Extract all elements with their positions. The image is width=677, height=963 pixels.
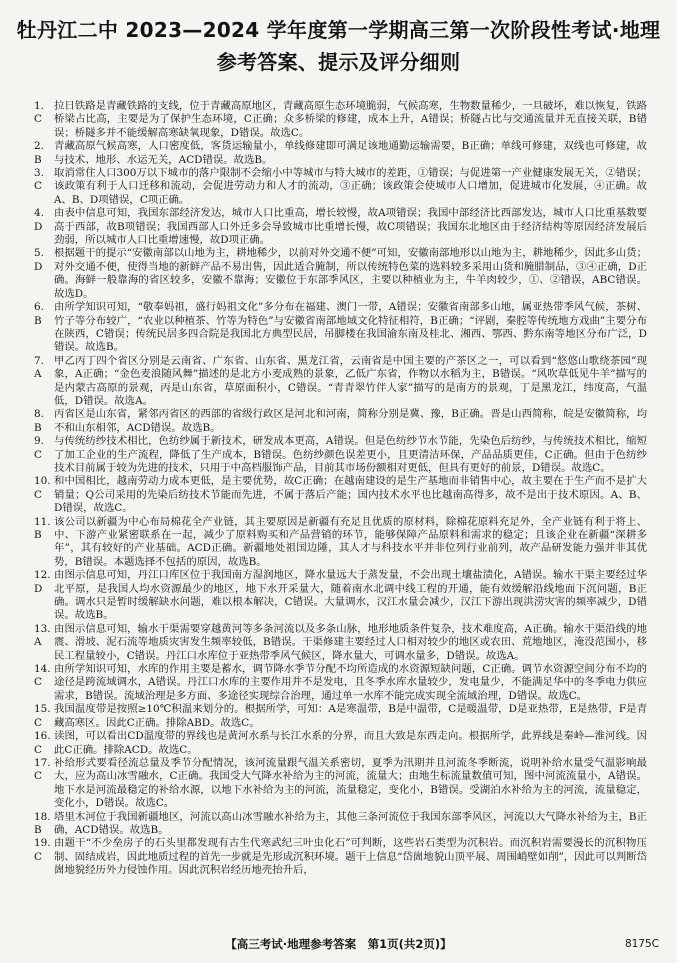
answer-number: 10. C xyxy=(34,475,51,501)
answer-item xyxy=(34,408,647,435)
answer-item xyxy=(34,569,647,623)
answer-explanation: 和中国相比，越南劳动力成本更低，是主要优势，故C正确；在越南建设的是生产基地而非销售中心，故主要在于生产而不是扩大销量；Q公司采用的先染后纺技术节能而先进，不属于落后产能；国内技术水平也比越南高得多，故不是出于技术原因。A、B、D错误，故选C。 xyxy=(54,475,647,515)
paper-code: 8175C xyxy=(624,938,659,950)
answer-explanation: 该公司以新疆为中心布局棉花全产业链，其主要原因是新疆有充足且优质的原材料，除棉花原料充足外，全产业链有利于将上、中、下游产业紧密联系在一起，减少了原料购买和产品营销的环节，能够保障产品原料和需求的稳定；且该企业在新疆“深耕多年”，其有较好的产业基础。ACD正确。新疆地处祖国边陲，其人才与科技水平并非位列行业前列，故产品研发能力强并非其优势，B错误。本题选择不包括的原因，故选B。 xyxy=(54,515,647,568)
answer-item xyxy=(34,757,647,811)
page-footer: 【高三考试·地理参考答案 第1页(共2页)】 xyxy=(225,937,452,951)
answer-number: 11. B xyxy=(34,515,51,541)
answer-explanation: 由所学知识可知，水库的作用主要是蓄水，调节降水季节分配不均所造成的水资源短缺问题，C正确。调节水资源空间分布不均的途径是跨流域调水，A错误。丹江口水库的主要作用并不是发电，且冬季水库水量较少，发电量少，不能满足华中的冬季电力供应需求，B错误。流域治理是多方面、多途径实现综合治理，通过单一水库不能完成实现全流域治理，D错误。故选C。 xyxy=(54,663,647,702)
answer-number: 6. B xyxy=(34,301,44,327)
answer-explanation: 塔里木河位于我国新疆地区，河流以高山冰雪融水补给为主，其他三条河流位于我国东部季风区，河流以大气降水补给为主，B正确，ACD错误。故选B。 xyxy=(54,810,647,836)
answer-explanation: 甲乙丙丁四个省区分别是云南省、广东省、山东省、黑龙江省，云南省是中国主要的产茶区之一，可以看到“悠悠山歌绕茶园”现象，A正确；“金色麦浪随风舞”描述的是北方小麦成熟的景象，乙低广东省，作物以水稻为主，B错误。“风吹草低见牛羊”描写的是内蒙古高原的景观，丙是山东省，草原面积小，C错误。“青青翠竹伴人家”描写的是南方的景观，丁是黑龙江，纬度高，气温低，D错误。故选A。 xyxy=(54,354,647,407)
answer-explanation: 读图，可以看出CD温度带的界线也是黄河水系与长江水系的分界，而且大致是东西走向。根据所学，此界线是秦岭—淮河线。因此C正确。排除ACD。故选C。 xyxy=(54,730,647,756)
answer-number: 3. C xyxy=(34,167,44,193)
answer-item xyxy=(34,730,647,757)
answer-number: 18. B xyxy=(34,810,51,836)
answer-explanation: 由所学知识可知，“敬奉妈祖，盛行妈祖文化”多分布在福建、澳门一带，A错误；安徽省南部多山地，属亚热带季风气候，茶树、竹子等分布较广，“农业以种植茶、竹等为特色”与安徽省南部地域文化特征相符，B正确；“评剧，秦腔等传统地方戏曲”主要分布在陕西，C错误；传统民居多四合院是我国北方典型民居，吊脚楼在我国渝东南及桂北、湘西、鄂西、黔东南等地区分布广泛，D错误。故选B。 xyxy=(54,301,647,354)
answer-explanation: 根据题干的提示“安徽南部以山地为主，耕地稀少，以前对外交通不便”可知，安徽南部地形以山地为主，耕地稀少，因此多山货；对外交通不便，使得当地的新鲜产品不易出售，因此适合腌制，所以传统特色菜的选料较多采用山货和腌腊制品，③④正确，D正确。海鲜一般靠海的省区较多，安徽不靠海；安徽位于东部季风区，主要以种植业为主，牛羊肉较少，①、②错误，ABC错误。故选D。 xyxy=(54,247,647,300)
answer-number: 4. D xyxy=(34,207,44,233)
answer-item xyxy=(34,301,647,355)
answer-number: 9. C xyxy=(34,435,44,461)
answer-item xyxy=(34,100,647,140)
answer-item xyxy=(34,355,647,409)
answer-explanation: 丙省区是山东省，紧邻丙省区的西部的省级行政区是河北和河南，简称分别是冀、豫，B正确。晋是山西简称，皖是安徽简称，均不和山东相邻，ACD错误。故选B。 xyxy=(54,408,647,434)
answer-item xyxy=(34,663,647,703)
answer-explanation: 由图示信息可知，丹江口库区位于我国南方湿润地区，降水量远大于蒸发量，不会出现土壤盐渍化，A错误。输水干渠主要经过华北平原，是我国人均水资源最少的地区，地下水开采量大，随着南水北调中线工程的开通，能有效缓解沿线地面下沉问题，B正确。调水只是暂时缓解缺水问题，难以根本解决，C错误。大量调水，汉江水量会减少，汉江下游出现洪涝灾害的频率减少，D错误。故选B。 xyxy=(54,569,647,622)
answer-number: 14. C xyxy=(34,663,51,689)
answer-item xyxy=(34,811,647,838)
answer-item xyxy=(34,837,647,877)
answer-number: 15. C xyxy=(34,703,51,729)
answer-explanation: 由图示信息可知，输水干渠需要穿越黄河等多条河流以及多条山脉，地形地质条件复杂，技术难度高，A正确。输水干渠沿线的地震、滑坡、泥石流等地质灾害发生频率较低，B错误。干渠修建主要经过人口相对较少的地区或农田、荒地地区，淹没范围小，移民工程量较小，C错误。丹江口水库位于亚热带季风气候区，降水量大，可调水量多，D错误。故选A。 xyxy=(54,622,647,662)
answer-explanation: 我国温度带是按照≥10℃积温来划分的。根据所学，可知：A是寒温带，B是中温带，C是暖温带，D是亚热带，E是热带，F是青藏高寒区。因此C正确。排除ABD。故选C。 xyxy=(54,703,647,729)
answer-item xyxy=(34,703,647,730)
answer-item xyxy=(34,475,647,515)
answer-explanation: 由题干“不少垒房子的石头里都发现有古生代寒武纪三叶虫化石”可判断，这些岩石类型为沉积岩。而沉积岩需要漫长的沉积物压制、固结成岩，因此地质过程的首先一步就是先形成沉积环境。题干上信息“岱崮地貌山顶平展、周围峭壁如削”，因此可以判断岱崮地貌经历外力侵蚀作用。因此沉积岩经历地壳抬升后， xyxy=(54,837,647,877)
answer-item xyxy=(34,435,647,475)
answer-item xyxy=(34,247,647,301)
page-subtitle: 参考答案、提示及评分细则 xyxy=(216,50,461,74)
answer-item xyxy=(34,207,647,247)
answer-number: 5. D xyxy=(34,247,44,273)
answer-explanation: 拉日铁路是青藏铁路的支线，位于青藏高原地区，青藏高原生态环境脆弱，气候高寒，生物数量稀少，一旦破坏，难以恢复，铁路桥梁占比高，主要是为了保护生态环境，C正确；众多桥梁的修建，成本上升，A错误；桥隧占比与交通流量并无直接关联，B错误；桥隧多并不能缓解高寒缺氧现象，D错误。故选C。 xyxy=(54,100,647,139)
answer-number: 1. C xyxy=(34,100,44,126)
answer-explanation: 青藏高原气候高寒，人口密度低，客货运输量小，单线修建即可满足该地通勤运输需要，B正确；单线可修建，双线也可修建，故与技术、地形、水运无关，ACD错误。故选B。 xyxy=(54,140,647,166)
answer-item xyxy=(34,516,647,570)
answer-explanation: 取消常住人口300万以下城市的落户限制不会缩小中等城市与特大城市的差距，①错误；与促进第一产业健康发展无关，②错误；该政策有利于人口迁移和流动，会促进劳动力和人才的流动，③正确；该政策会使城市人口增加，促进城市化发展，④正确。故A、B、D项错误，C项正确。 xyxy=(54,167,647,206)
page-title: 牡丹江二中 2023—2024 学年度第一学期高三第一次阶段性考试·地理 xyxy=(16,18,661,42)
answer-explanation: 补给形式要看径流总量及季节分配情况，该河流量跟气温关系密切，夏季为汛期并且河流冬季断流，说明补给水量受气温影响最大，应为高山冰雪融水，C正确。我国受大气降水补给为主的河流，流量大；由地生标流量数值可知，图中河流流量小，A错误。地下水是河流最稳定的补给水源，以地下水补给为主的河流，流量稳定，变化小，B错误。受湖泊水补给为主的河流，流量稳定，变化小，D错误。故选C。 xyxy=(54,756,647,810)
answer-number: 2. B xyxy=(34,140,44,166)
answer-number: 17. C xyxy=(34,756,51,783)
answer-number: 12. D xyxy=(34,569,51,595)
answer-number: 13. A xyxy=(34,622,51,649)
answer-number: 7. A xyxy=(34,354,44,381)
answer-number: 16. C xyxy=(34,730,51,756)
answer-item xyxy=(34,167,647,207)
answer-number: 19. C xyxy=(34,837,51,863)
answer-explanation: 由表中信息可知，我国东部经济发达，城市人口比重高，增长较慢，故A项错误；我国中部经济比西部发达，城市人口比重基数要高于西部，故B项错误；我国西部人口外迁多会导致城市比重增长慢，故C项错误；我国东北地区由于经济结构等原因经济发展后劲弱，所以城市人口比重增速慢，故D项正确。 xyxy=(54,207,647,247)
answer-item xyxy=(34,140,647,167)
answer-item xyxy=(34,623,647,663)
answer-number: 8. B xyxy=(34,408,44,434)
answer-list xyxy=(34,100,647,920)
answer-explanation: 与传统纺纱技术相比，色纺纱属于新技术，研发成本更高，A错误。但是色纺纱节水节能，先染色后纺纱，与传统技术相比，缩短了加工企业的生产流程，降低了生产成本，B错误。色纺纱颜色误差更小，且更清洁环保，产品品质更佳，C正确。但由于色纺纱技术目前属于较为先进的技术，只用于中高档服饰产品，目前其市场份额相对更低，但具有更好的前景，D错误。故选C。 xyxy=(54,435,647,474)
